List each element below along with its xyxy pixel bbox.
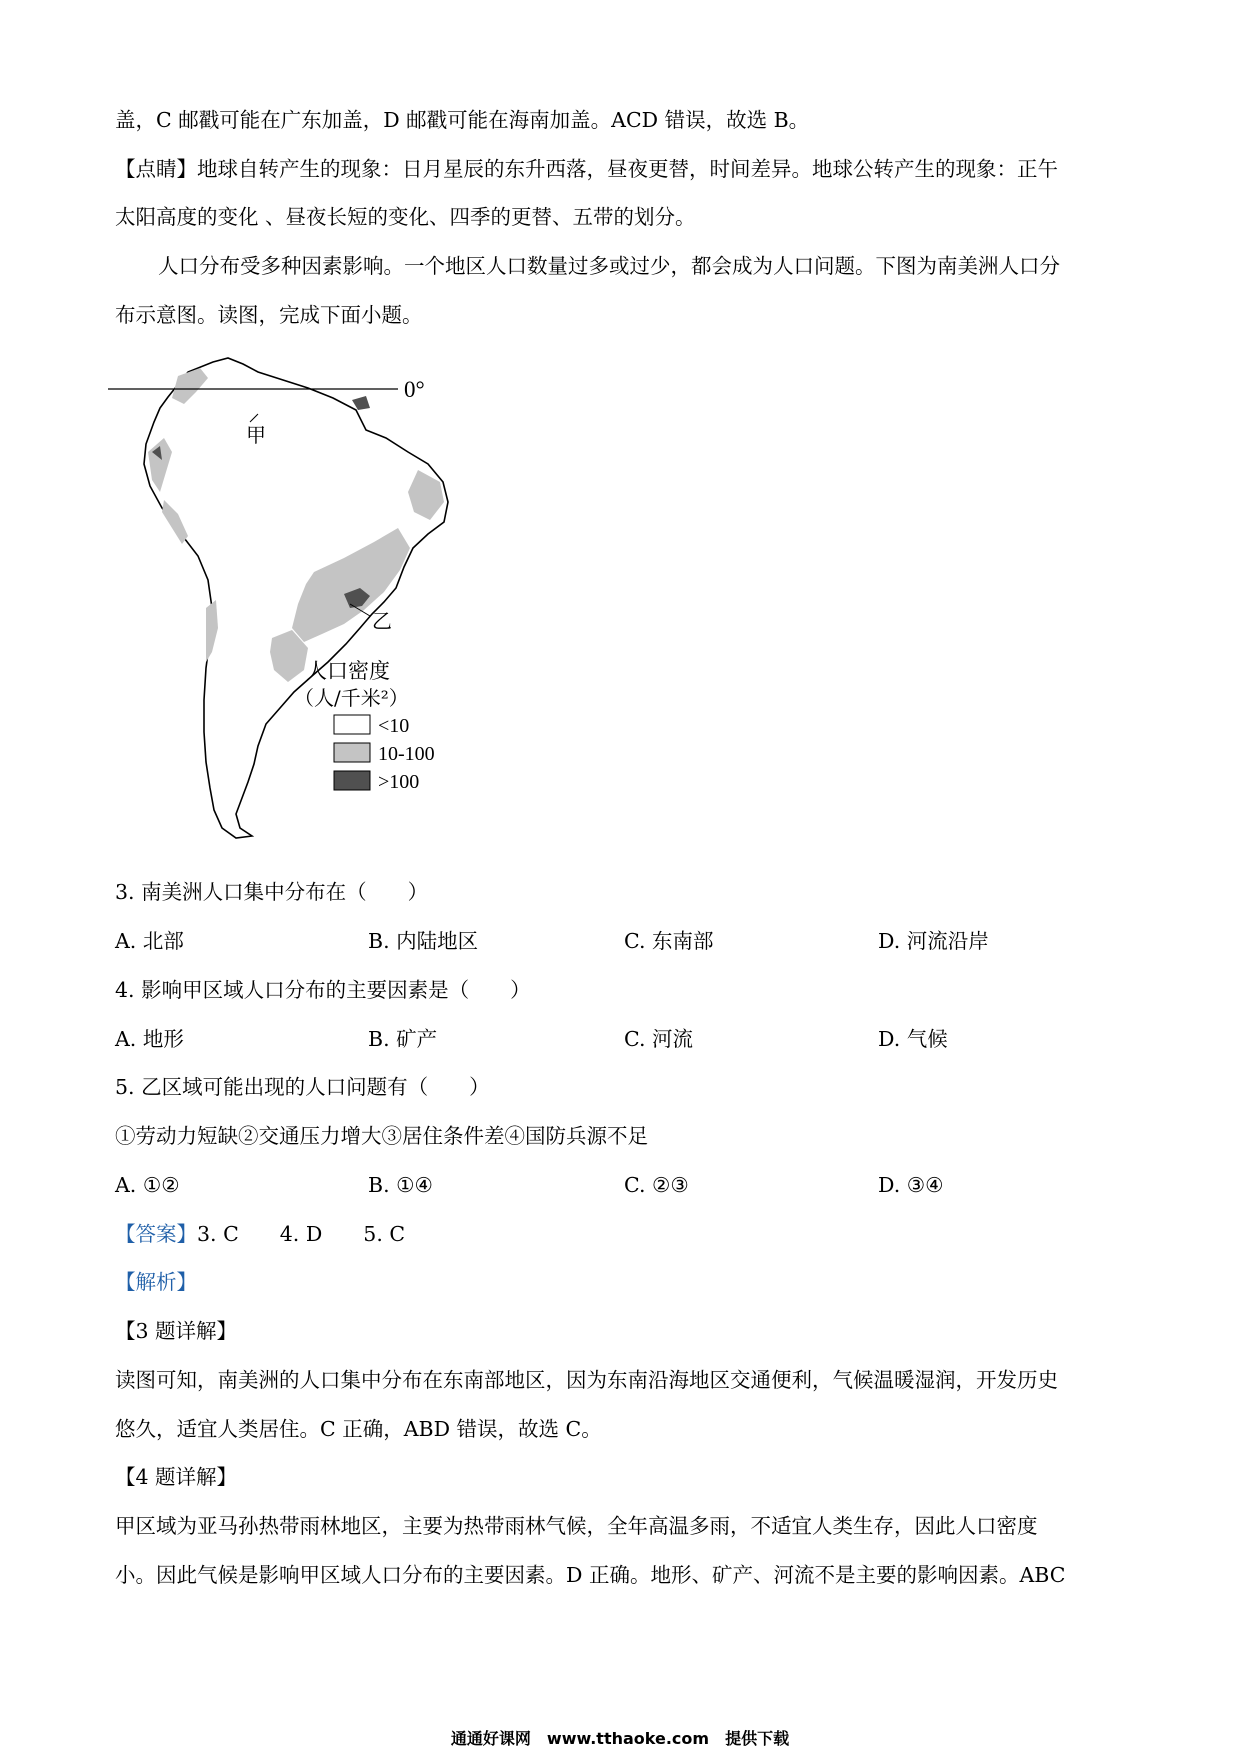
q3-option-b: B. 内陆地区 (368, 929, 479, 953)
question-5-stem: 5. 乙区域可能出现的人口问题有（ ） (115, 1075, 490, 1099)
south-america-population-map (108, 352, 508, 842)
equator-label: 0° (404, 377, 425, 402)
q4-detail-line-1: 甲区域为亚马孙热带雨林地区，主要为热带雨林气候，全年高温多雨，不适宜人类生存，因此人口密度 (115, 1514, 1038, 1538)
answer-text: 3. C 4. D 5. C (197, 1222, 406, 1246)
q5-option-c: C. ②③ (624, 1173, 689, 1197)
page-footer: 通通好课网 www.tthaoke.com 提供下载 (450, 1729, 790, 1748)
intro-line-1: 盖，C 邮戳可能在广东加盖，D 邮戳可能在海南加盖。ACD 错误，故选 B。 (115, 108, 810, 132)
legend-unit: （人/千米²） (294, 686, 409, 710)
q3-detail-line-1: 读图可知，南美洲的人口集中分布在东南部地区，因为东南沿海地区交通便利，气候温暖湿润，开发历史 (115, 1368, 1058, 1392)
q4-option-d: D. 气候 (878, 1027, 948, 1051)
legend-title: 人口密度 (306, 659, 390, 683)
analysis-tag: 【解析】 (115, 1270, 197, 1294)
question-5-sub: ①劳动力短缺②交通压力增大③居住条件差④国防兵源不足 (115, 1124, 648, 1148)
label-yi: 乙 (372, 609, 392, 633)
legend-label-low: <10 (378, 715, 410, 737)
tip-text: 地球自转产生的现象：日月星辰的东升西落，昼夜更替，时间差异。地球公转产生的现象：正午 (197, 157, 1058, 181)
tip-line-1 (115, 159, 1058, 180)
passage-line-2: 布示意图。读图，完成下面小题。 (115, 303, 423, 327)
answer-tag: 【答案】 (115, 1222, 197, 1246)
q4-detail-line-2: 小。因此气候是影响甲区域人口分布的主要因素。D 正确。地形、矿产、河流不是主要的影响因素。ABC (115, 1563, 1066, 1587)
q4-detail-heading: 【4 题详解】 (115, 1465, 238, 1489)
q5-option-b: B. ①④ (368, 1173, 433, 1197)
legend-swatch-high (334, 771, 370, 790)
label-jia: 甲 (246, 423, 266, 447)
q5-option-d: D. ③④ (878, 1173, 944, 1197)
legend-swatch-medium (334, 743, 370, 762)
q4-option-b: B. 矿产 (368, 1027, 438, 1051)
q4-option-a: A. 地形 (115, 1027, 184, 1051)
legend-label-high: >100 (378, 771, 420, 793)
q3-option-d: D. 河流沿岸 (878, 929, 989, 953)
answer-line (115, 1224, 405, 1245)
question-3-stem: 3. 南美洲人口集中分布在（ ） (115, 880, 429, 904)
q5-option-a: A. ①② (115, 1173, 180, 1197)
density-high-north (352, 396, 370, 410)
legend-label-medium: 10-100 (378, 743, 435, 765)
q4-option-c: C. 河流 (624, 1027, 693, 1051)
tip-line-2: 太阳高度的变化 、昼夜长短的变化、四季的更替、五带的划分。 (115, 205, 696, 229)
tip-tag: 【点睛】 (115, 157, 197, 181)
continent-outline (144, 358, 448, 838)
question-4-stem: 4. 影响甲区域人口分布的主要因素是（ ） (115, 978, 531, 1002)
q3-detail-heading: 【3 题详解】 (115, 1319, 238, 1343)
passage-line-1: 人口分布受多种因素影响。一个地区人口数量过多或过少，都会成为人口问题。下图为南美洲人口分 (158, 254, 1060, 278)
q3-detail-line-2: 悠久，适宜人类居住。C 正确，ABD 错误，故选 C。 (115, 1417, 602, 1441)
q3-option-a: A. 北部 (115, 929, 184, 953)
legend-swatch-low (334, 715, 370, 734)
q3-option-c: C. 东南部 (624, 929, 714, 953)
